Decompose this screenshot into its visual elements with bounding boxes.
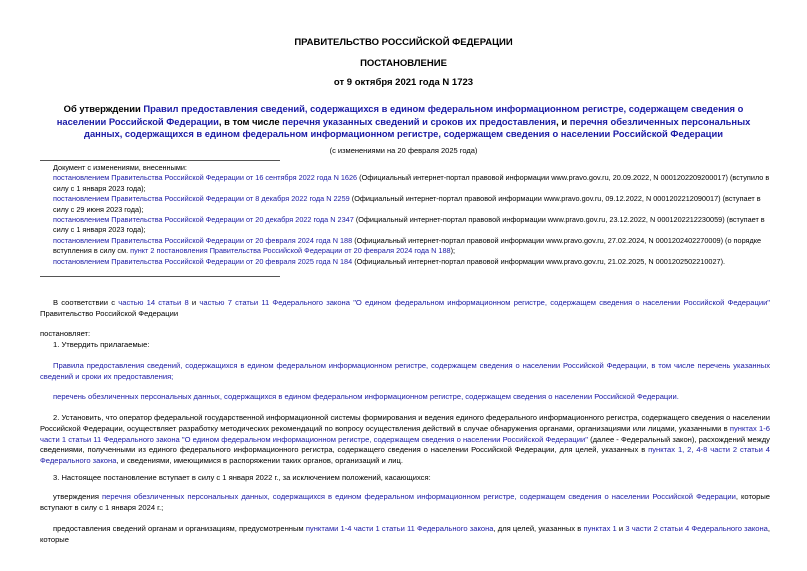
change-text: (Официальный интернет-портал правовой информации www.pravo.gov.ru, 20.09.2022, N 0001202209200017) (вступило в силу с 1 января 2023 года); — [53, 173, 770, 193]
change-item — [40, 194, 770, 215]
divider-bottom — [40, 276, 280, 277]
change-link[interactable]: постановлением Правительства Российской Федерации от 20 февраля 2025 года N 184 — [53, 256, 353, 266]
approve-item — [40, 361, 770, 383]
title-prefix: Об утверждении — [63, 103, 144, 114]
paragraph-approve: 1. Утвердить прилагаемые: — [53, 340, 150, 349]
changes-intro: Документ с изменениями, внесенными: — [53, 163, 187, 172]
paragraph-3a — [40, 492, 770, 514]
title-link-list[interactable]: перечня указанных сведений и сроков их предоставления — [282, 115, 557, 127]
government-heading: ПРАВИТЕЛЬСТВО РОССИЙСКОЙ ФЕДЕРАЦИИ — [294, 37, 513, 48]
document-type: ПОСТАНОВЛЕНИЕ — [360, 58, 447, 69]
law-link[interactable]: 3 части 2 статьи 4 Федерального закона — [625, 524, 768, 533]
list-link[interactable]: перечня обезличенных персональных данных, содержащихся в едином федеральном информационном регистре, содержащем сведения о населении Российской Федерации — [102, 492, 736, 501]
change-text: (Официальный интернет-портал правовой информации www.pravo.gov.ru, 09.12.2022, N 0001202212090017) (вступает в силу с 29 июня 2023 года); — [53, 194, 761, 214]
approve-link-rules[interactable]: Правила предоставления сведений, содержащихся в едином федеральном информационном регистре, содержащем сведения о населении Российской Федерации, в том числе перечень указанных сведений и сроки их предоставления; — [40, 361, 770, 381]
change-link[interactable]: постановлением Правительства Российской Федерации от 20 декабря 2022 года N 2347 — [53, 215, 354, 225]
approve-link-list[interactable]: перечень обезличенных персональных данных, содержащихся в едином федеральном информационном регистре, содержащем сведения о населении Российской Федерации. — [53, 392, 679, 401]
change-text: ); — [450, 246, 456, 256]
title-link-personal-data[interactable]: перечня обезличенных персональных данных, содержащихся в едином федеральном информационном регистре, содержащем сведения о населении Российской Федерации — [84, 115, 751, 139]
change-text: (Официальный интернет-портал правовой информации www.pravo.gov.ru, 21.02.2025, N 0001202502210027). — [352, 256, 726, 266]
law-link[interactable]: частью 14 статьи 8 — [118, 298, 189, 307]
document-date: от 9 октября 2021 года N 1723 — [333, 77, 474, 88]
text: Правительство Российской Федерации — [40, 308, 179, 318]
change-text: (Официальный интернет-портал правовой информации www.pravo.gov.ru, 27.02.2024, N 0001202402270009) (о порядке вступления в силу см. — [53, 235, 762, 256]
title-mid: , в том числе — [218, 115, 283, 127]
law-link[interactable]: пунктах 1-6 части 1 статьи 11 Федерального закона "О едином федеральном информационном регистре, содержащем сведения о населении Российской Федерации" — [40, 423, 770, 444]
change-link[interactable]: постановлением Правительства Российской Федерации от 8 декабря 2022 года N 2259 — [53, 194, 350, 204]
text: (далее - Федеральный закон), расхождений между сведениями, полученными из единого федерального информационного регистра, содержащего сведения о населении Российской Федерации, для целей, указанных в — [40, 434, 770, 455]
decrees-line: постановляет: — [40, 329, 91, 338]
changes-block — [40, 163, 770, 267]
title-mid2: , и — [556, 115, 570, 127]
text: , которые — [40, 524, 771, 544]
change-text: (Официальный интернет-портал правовой информации www.pravo.gov.ru, 23.12.2022, N 0001202212230059) (вступает в силу с 1 января 2023 года); — [53, 215, 765, 235]
law-link[interactable]: частью 7 статьи 11 Федерального закона "О едином федеральном информационном регистре, содержащем сведения о населении Российской Федерации" — [199, 298, 771, 307]
text: 2. Установить, что оператор федеральной государственной информационной системы формирования и ведения единого федерального информационного регистра, содержащего сведения о населении Российской Федерации, осуществляет разработку методических рекомендаций по вопросу осуществления действий в случае обнаружения органами, организациями или лицами, указанными в — [40, 413, 770, 433]
change-item — [40, 236, 770, 257]
text: утверждения — [53, 492, 103, 501]
change-item — [40, 215, 770, 236]
law-link[interactable]: пунктах 1 — [583, 524, 617, 533]
approve-item — [40, 392, 770, 403]
text: , и сведениями, имеющимися в распоряжении таких органов, организаций и лиц. — [116, 456, 403, 466]
text: , которые вступают в силу с 1 января 2024 г.; — [40, 492, 771, 512]
text: , для целей, указанных в — [493, 524, 584, 533]
change-item — [40, 173, 770, 194]
divider-top — [40, 160, 280, 161]
title-link-rules[interactable]: Правил предоставления сведений, содержащихся в едином федеральном информационном регистре, содержащем сведения о населении Российской Федерации — [56, 103, 744, 127]
text: В соответствии с — [53, 298, 119, 307]
edition-note: (с изменениями на 20 февраля 2025 года) — [329, 146, 478, 155]
law-link[interactable]: пунктах 1, 2, 4-8 части 2 статьи 4 Федерального закона — [40, 445, 770, 466]
text: и — [616, 524, 626, 533]
change-link[interactable]: постановлением Правительства Российской Федерации от 20 февраля 2024 года N 188 — [53, 235, 353, 245]
document-title — [40, 103, 767, 141]
change-item — [40, 257, 770, 267]
paragraph-3: 3. Настоящее постановление вступает в силу с 1 января 2022 г., за исключением положений, касающихся: — [53, 473, 431, 482]
text: и — [188, 298, 200, 307]
paragraph-basis — [40, 298, 770, 320]
law-link[interactable]: пунктами 1-4 части 1 статьи 11 Федерального закона — [305, 524, 494, 533]
paragraph-3b — [40, 524, 770, 546]
paragraph-2 — [40, 413, 770, 467]
change-link-secondary[interactable]: пункт 2 постановления Правительства Российской Федерации от 20 февраля 2024 года N 188 — [130, 246, 451, 256]
text: предоставления сведений органам и организациям, предусмотренным — [53, 524, 306, 533]
change-link[interactable]: постановлением Правительства Российской Федерации от 16 сентября 2022 года N 1626 — [53, 173, 358, 183]
